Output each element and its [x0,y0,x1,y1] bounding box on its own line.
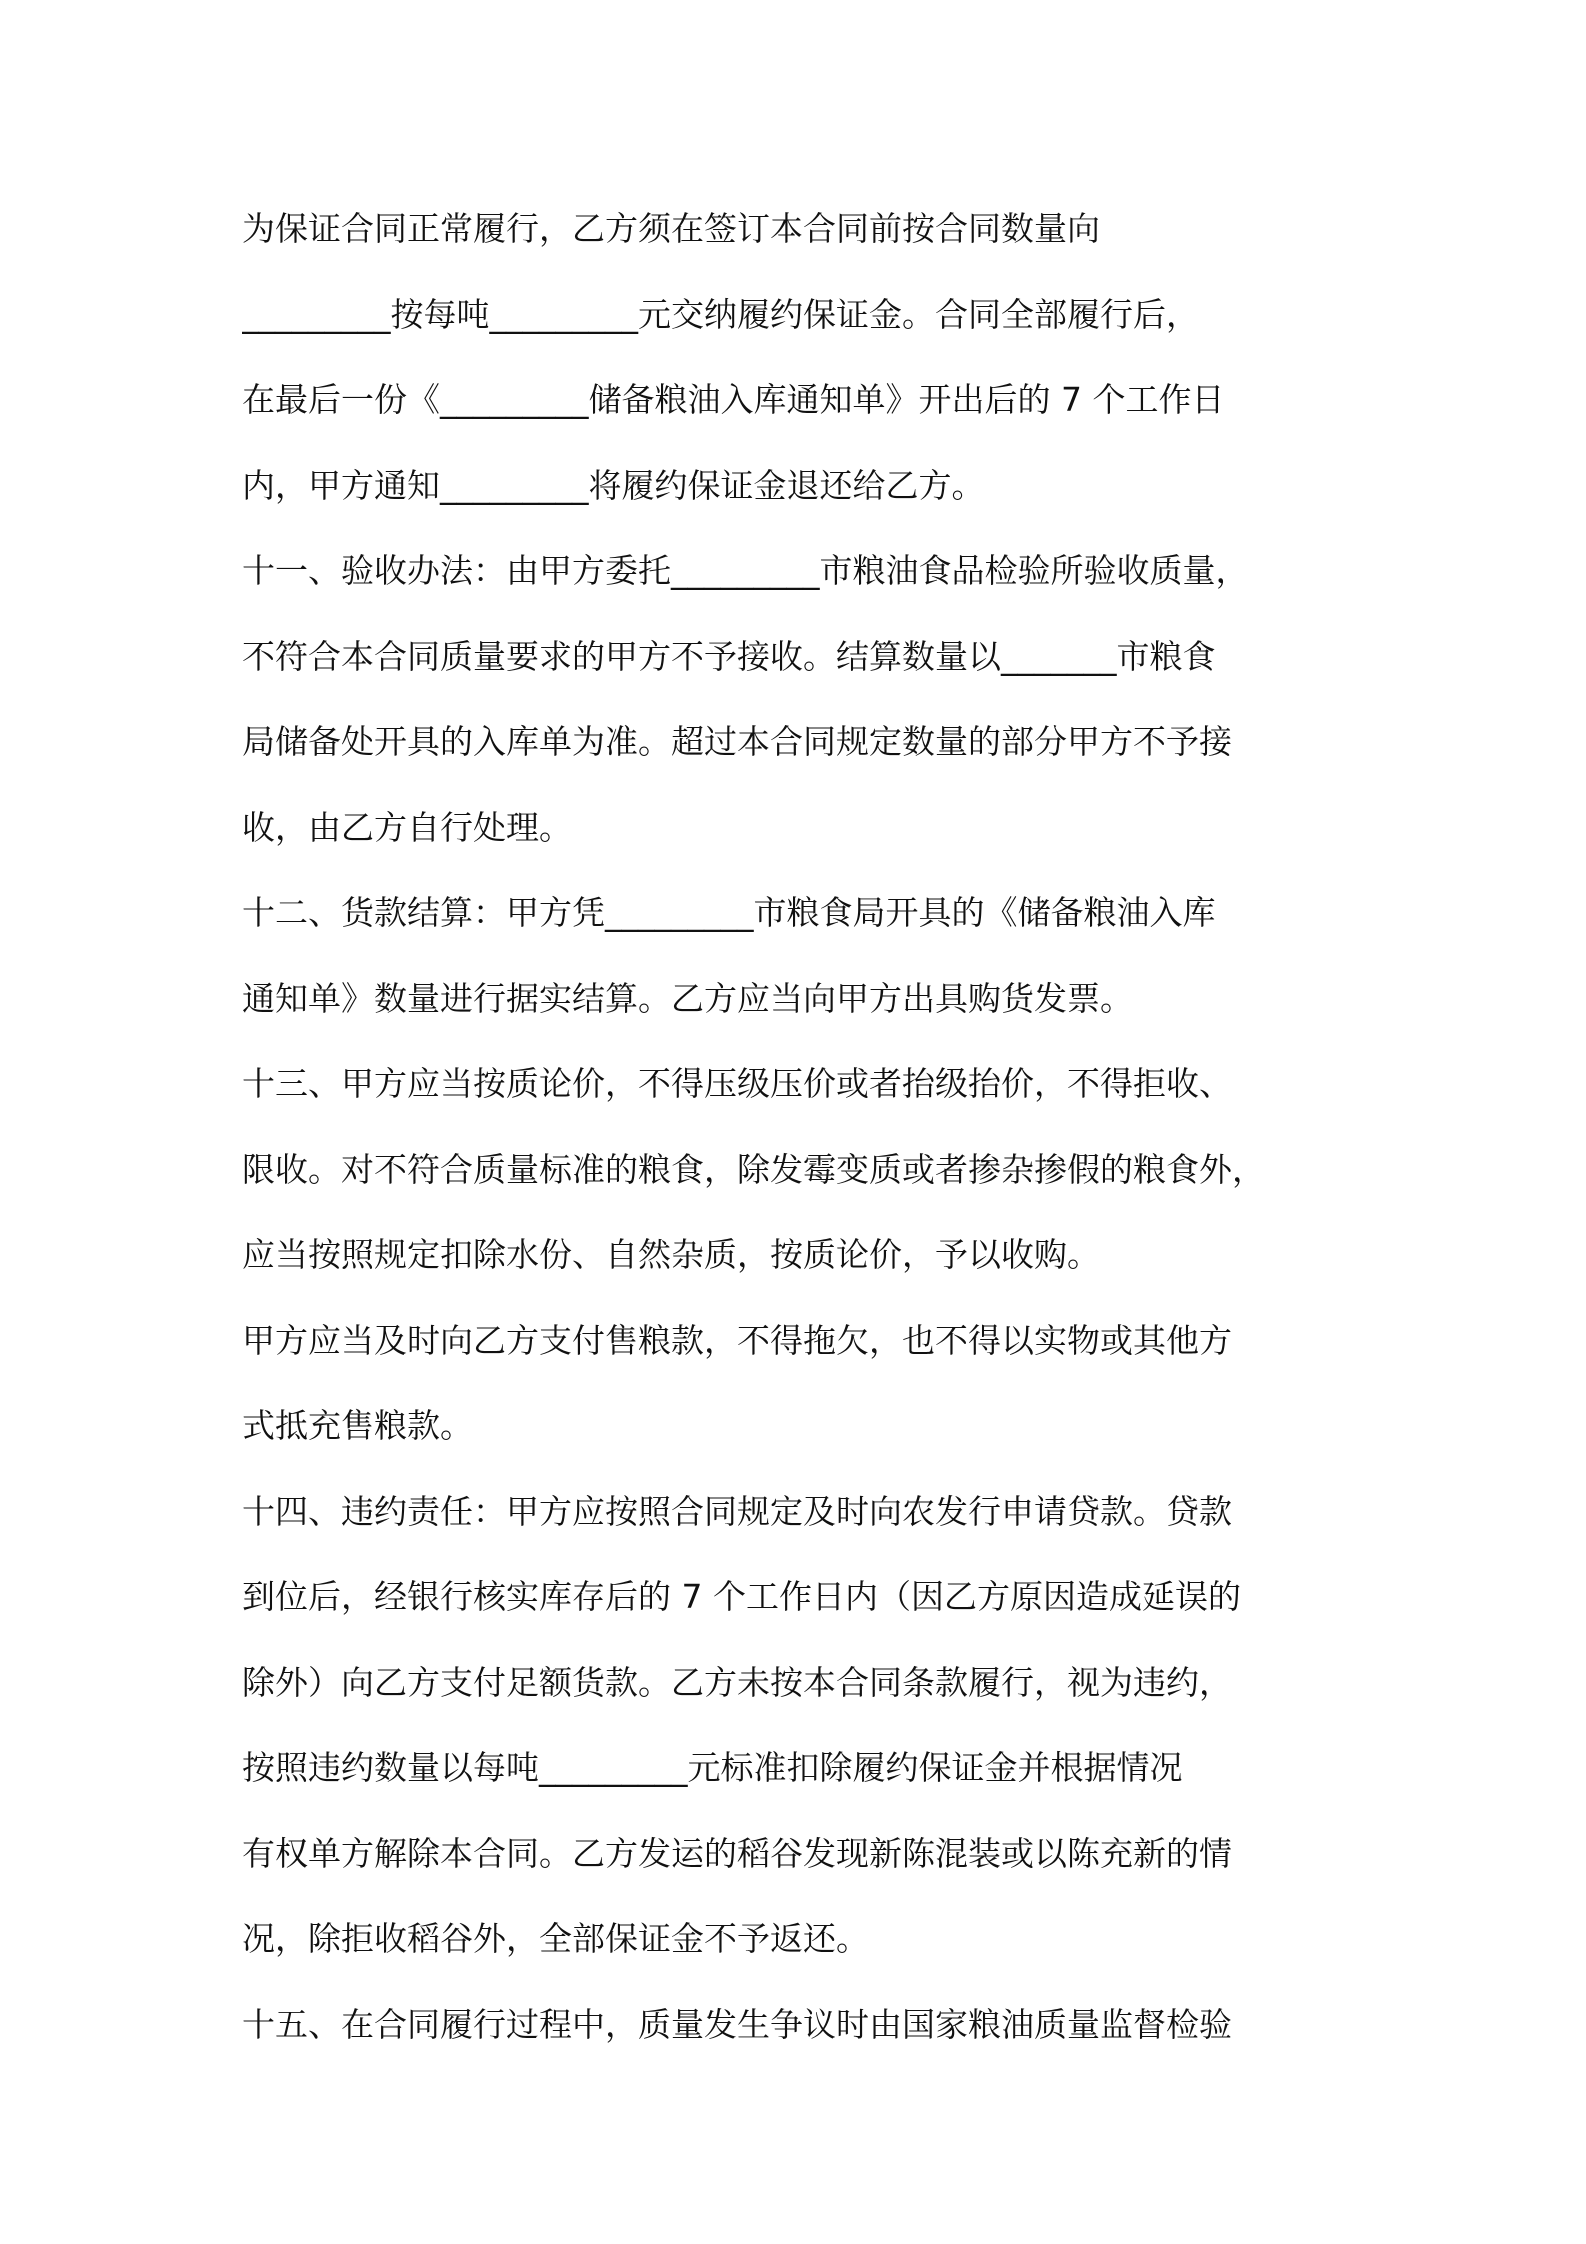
text-line: 十一、验收办法：由甲方委托_________市粮油食品检验所验收质量， [242,551,1249,590]
text-line: 不符合本合同质量要求的甲方不予接收。结算数量以_______市粮食 [242,637,1216,676]
text-line: 十四、违约责任：甲方应按照合同规定及时向农发行申请贷款。贷款 [242,1492,1232,1531]
text-line: 限收。对不符合质量标准的粮食，除发霉变质或者掺杂掺假的粮食外， [242,1150,1265,1189]
text-line: 通知单》数量进行据实结算。乙方应当向甲方出具购货发票。 [242,979,1133,1018]
text-line: 收，由乙方自行处理。 [242,808,572,847]
text-line: 内，甲方通知_________将履约保证金退还给乙方。 [242,466,985,505]
text-line: 在最后一份《_________储备粮油入库通知单》开出后的 7 个工作日 [242,380,1225,419]
text-line: 应当按照规定扣除水份、自然杂质，按质论价，予以收购。 [242,1235,1100,1274]
text-line: 局储备处开具的入库单为准。超过本合同规定数量的部分甲方不予接 [242,722,1232,761]
text-line: 按照违约数量以每吨_________元标准扣除履约保证金并根据情况 [242,1748,1183,1787]
text-line: 十三、甲方应当按质论价，不得压级压价或者抬级抬价，不得拒收、 [242,1064,1232,1103]
text-line: 十五、在合同履行过程中，质量发生争议时由国家粮油质量监督检验 [242,2005,1232,2044]
text-line: 况，除拒收稻谷外，全部保证金不予返还。 [242,1919,869,1958]
text-line: 十二、货款结算：甲方凭_________市粮食局开具的《储备粮油入库 [242,893,1216,932]
text-line: _________按每吨_________元交纳履约保证金。合同全部履行后， [242,295,1199,334]
text-line: 除外）向乙方支付足额货款。乙方未按本合同条款履行，视为违约， [242,1663,1232,1702]
text-line: 到位后，经银行核实库存后的 7 个工作日内（因乙方原因造成延误的 [242,1577,1241,1616]
text-line: 甲方应当及时向乙方支付售粮款，不得拖欠，也不得以实物或其他方 [242,1321,1232,1360]
text-line: 有权单方解除本合同。乙方发运的稻谷发现新陈混装或以陈充新的情 [242,1834,1232,1873]
text-line: 式抵充售粮款。 [242,1406,473,1445]
text-line: 为保证合同正常履行，乙方须在签订本合同前按合同数量向 [242,209,1100,248]
